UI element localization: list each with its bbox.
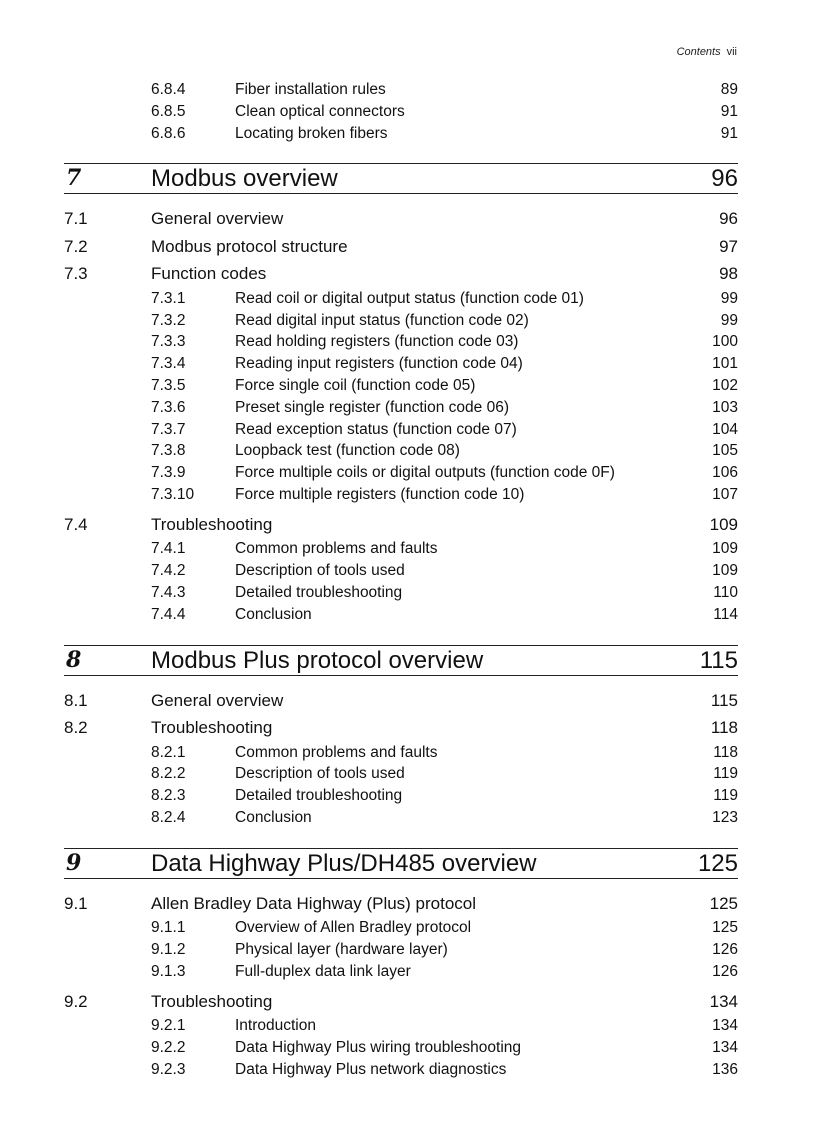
entry-title: Modbus protocol structure <box>151 236 348 256</box>
entry-page-number: 89 <box>720 81 738 98</box>
entry-number: 8.2.4 <box>151 808 186 826</box>
entry-page-number: 96 <box>719 209 738 229</box>
entry-number: 8 <box>66 646 82 673</box>
entry-title: Function codes <box>151 264 267 284</box>
entry-number: 8.2.3 <box>151 787 186 805</box>
entry-title: Troubleshooting <box>151 718 273 738</box>
entry-page-number: 106 <box>712 464 738 482</box>
entry-page-number: 118 <box>713 743 738 761</box>
section-entry[interactable] <box>64 687 738 715</box>
entry-page-number: 125 <box>709 893 738 913</box>
subsection-entry[interactable] <box>64 604 738 626</box>
entry-number: 7.3.7 <box>151 420 186 438</box>
subsection-entry[interactable] <box>64 123 738 145</box>
entry-page-number: 99 <box>720 289 738 307</box>
chapter-entry[interactable] <box>64 645 738 676</box>
entry-number: 7.3.1 <box>151 289 186 307</box>
header-title: Contents <box>676 46 721 58</box>
entry-number: 7 <box>66 165 82 192</box>
entry-title: Detailed troubleshooting <box>235 583 403 601</box>
entry-number: 7.4.3 <box>151 583 186 601</box>
entry-page-number: 109 <box>712 562 738 580</box>
subsection-entry[interactable] <box>64 939 738 961</box>
entry-number: 9 <box>66 849 82 876</box>
entry-title: Clean optical connectors <box>235 102 405 120</box>
entry-title: Force multiple registers (function code 10) <box>235 486 525 504</box>
entry-number: 7.4.2 <box>151 562 186 580</box>
entry-page-number: 115 <box>710 690 738 710</box>
entry-title: Conclusion <box>235 605 312 623</box>
subsection-entry[interactable] <box>64 484 738 506</box>
subsection-entry[interactable] <box>64 462 738 484</box>
subsection-entry[interactable] <box>64 763 738 785</box>
entry-title: Modbus overview <box>151 165 338 193</box>
entry-title: Full-duplex data link layer <box>235 962 411 980</box>
subsection-entry[interactable] <box>64 961 738 983</box>
entry-title: Preset single register (function code 06) <box>235 398 509 416</box>
section-entry[interactable] <box>64 233 738 261</box>
entry-page-number: 134 <box>712 1017 738 1035</box>
entry-number: 9.1.3 <box>151 962 186 980</box>
subsection-entry[interactable] <box>64 560 738 582</box>
entry-page-number: 91 <box>720 124 738 142</box>
entry-page-number: 105 <box>712 442 738 460</box>
entry-number: 7.4 <box>64 514 88 534</box>
entry-title: Description of tools used <box>235 765 405 783</box>
entry-number: 8.1 <box>64 690 88 710</box>
entry-number: 9.1 <box>64 893 88 913</box>
entry-number: 7.3.6 <box>151 398 186 416</box>
entry-title: Data Highway Plus network diagnostics <box>235 1060 507 1078</box>
entry-title: Common problems and faults <box>235 743 438 761</box>
table-of-contents <box>64 79 738 1081</box>
entry-title: Loopback test (function code 08) <box>235 442 460 460</box>
section-entry[interactable] <box>64 260 738 288</box>
subsection-entry[interactable] <box>64 331 738 353</box>
entry-page-number: 96 <box>711 165 738 193</box>
entry-title: Reading input registers (function code 04) <box>235 355 523 373</box>
entry-title: Read digital input status (function code 02) <box>235 311 529 329</box>
entry-title: Introduction <box>235 1017 316 1035</box>
entry-number: 8.2.1 <box>151 743 186 761</box>
entry-page-number: 125 <box>712 919 738 937</box>
entry-title: Data Highway Plus/DH485 overview <box>151 849 537 877</box>
entry-page-number: 99 <box>720 311 738 329</box>
subsection-entry[interactable] <box>64 1037 738 1059</box>
section-entry[interactable] <box>64 714 738 742</box>
entry-number: 7.3.3 <box>151 333 186 351</box>
entry-page-number: 123 <box>712 808 738 826</box>
subsection-entry[interactable] <box>64 353 738 375</box>
section-entry[interactable] <box>64 988 738 1016</box>
chapter-entry[interactable] <box>64 848 738 879</box>
subsection-entry[interactable] <box>64 288 738 310</box>
entry-page-number: 109 <box>709 514 738 534</box>
entry-title: Data Highway Plus wiring troubleshooting <box>235 1038 522 1056</box>
entry-title: Read coil or digital output status (function code 01) <box>235 289 584 307</box>
subsection-entry[interactable] <box>64 440 738 462</box>
subsection-entry[interactable] <box>64 79 738 101</box>
entry-number: 7.3.5 <box>151 377 186 395</box>
entry-number: 9.1.2 <box>151 941 186 959</box>
entry-title: Description of tools used <box>235 562 405 580</box>
subsection-entry[interactable] <box>64 742 738 764</box>
entry-title: Allen Bradley Data Highway (Plus) protocol <box>151 893 477 913</box>
entry-page-number: 126 <box>712 941 738 959</box>
entry-page-number: 126 <box>712 962 738 980</box>
entry-page-number: 118 <box>710 718 738 738</box>
entry-title: Troubleshooting <box>151 991 273 1011</box>
entry-title: Common problems and faults <box>235 540 438 558</box>
entry-number: 6.8.4 <box>151 81 186 98</box>
entry-page-number: 134 <box>712 1038 738 1056</box>
subsection-entry[interactable] <box>64 1059 738 1081</box>
entry-number: 8.2 <box>64 718 88 738</box>
entry-title: Physical layer (hardware layer) <box>235 941 448 959</box>
entry-number: 8.2.2 <box>151 765 186 783</box>
entry-number: 7.4.1 <box>151 540 186 558</box>
entry-title: Force multiple coils or digital outputs (function code 0F) <box>235 464 615 482</box>
entry-page-number: 136 <box>712 1060 738 1078</box>
entry-title: Conclusion <box>235 808 312 826</box>
entry-page-number: 101 <box>712 355 738 373</box>
entry-number: 6.8.6 <box>151 124 186 142</box>
subsection-entry[interactable] <box>64 1015 738 1037</box>
subsection-entry[interactable] <box>64 917 738 939</box>
entry-page-number: 91 <box>720 102 738 120</box>
entry-title: General overview <box>151 690 284 710</box>
subsection-entry[interactable] <box>64 538 738 560</box>
entry-number: 7.3 <box>64 264 88 284</box>
section-entry[interactable] <box>64 890 738 918</box>
entry-page-number: 119 <box>713 787 738 805</box>
subsection-entry[interactable] <box>64 807 738 829</box>
entry-number: 7.3.4 <box>151 355 186 373</box>
entry-title: Read exception status (function code 07) <box>235 420 517 438</box>
entry-page-number: 104 <box>712 420 738 438</box>
entry-number: 7.1 <box>64 209 88 229</box>
entry-number: 7.3.2 <box>151 311 186 329</box>
entry-title: Fiber installation rules <box>235 81 386 98</box>
entry-page-number: 125 <box>697 849 738 877</box>
subsection-entry[interactable] <box>64 375 738 397</box>
subsection-entry[interactable] <box>64 785 738 807</box>
section-entry[interactable] <box>64 511 738 539</box>
entry-title: Force single coil (function code 05) <box>235 377 476 395</box>
subsection-entry[interactable] <box>64 397 738 419</box>
header-page-number: vii <box>726 46 737 58</box>
entry-page-number: 109 <box>712 540 738 558</box>
entry-page-number: 98 <box>719 264 738 284</box>
entry-number: 9.2.3 <box>151 1060 186 1078</box>
entry-page-number: 134 <box>709 991 738 1011</box>
entry-number: 9.2.2 <box>151 1038 186 1056</box>
entry-number: 6.8.5 <box>151 102 186 120</box>
running-header <box>677 46 737 58</box>
entry-number: 9.2.1 <box>151 1017 186 1035</box>
entry-page-number: 97 <box>719 236 738 256</box>
entry-number: 9.2 <box>64 991 88 1011</box>
entry-page-number: 107 <box>712 486 738 504</box>
subsection-entry[interactable] <box>64 101 738 123</box>
entry-title: Troubleshooting <box>151 514 273 534</box>
entry-number: 7.3.10 <box>151 486 195 504</box>
subsection-entry[interactable] <box>64 419 738 441</box>
entry-number: 7.4.4 <box>151 605 186 623</box>
entry-page-number: 100 <box>712 333 738 351</box>
entry-title: Overview of Allen Bradley protocol <box>235 919 472 937</box>
subsection-entry[interactable] <box>64 310 738 332</box>
entry-page-number: 102 <box>712 377 738 395</box>
entry-page-number: 110 <box>713 583 738 601</box>
entry-title: Detailed troubleshooting <box>235 787 403 805</box>
entry-page-number: 115 <box>699 646 738 674</box>
entry-number: 7.3.8 <box>151 442 186 460</box>
entry-number: 7.3.9 <box>151 464 186 482</box>
section-entry[interactable] <box>64 205 738 233</box>
entry-title: Read holding registers (function code 03) <box>235 333 519 351</box>
entry-page-number: 114 <box>713 605 738 623</box>
entry-page-number: 119 <box>713 765 738 783</box>
entry-page-number: 103 <box>712 398 738 416</box>
entry-title: General overview <box>151 209 284 229</box>
chapter-entry[interactable] <box>64 163 738 194</box>
entry-number: 9.1.1 <box>151 919 186 937</box>
entry-title: Locating broken fibers <box>235 124 388 142</box>
entry-title: Modbus Plus protocol overview <box>151 646 484 674</box>
subsection-entry[interactable] <box>64 582 738 604</box>
entry-number: 7.2 <box>64 236 88 256</box>
